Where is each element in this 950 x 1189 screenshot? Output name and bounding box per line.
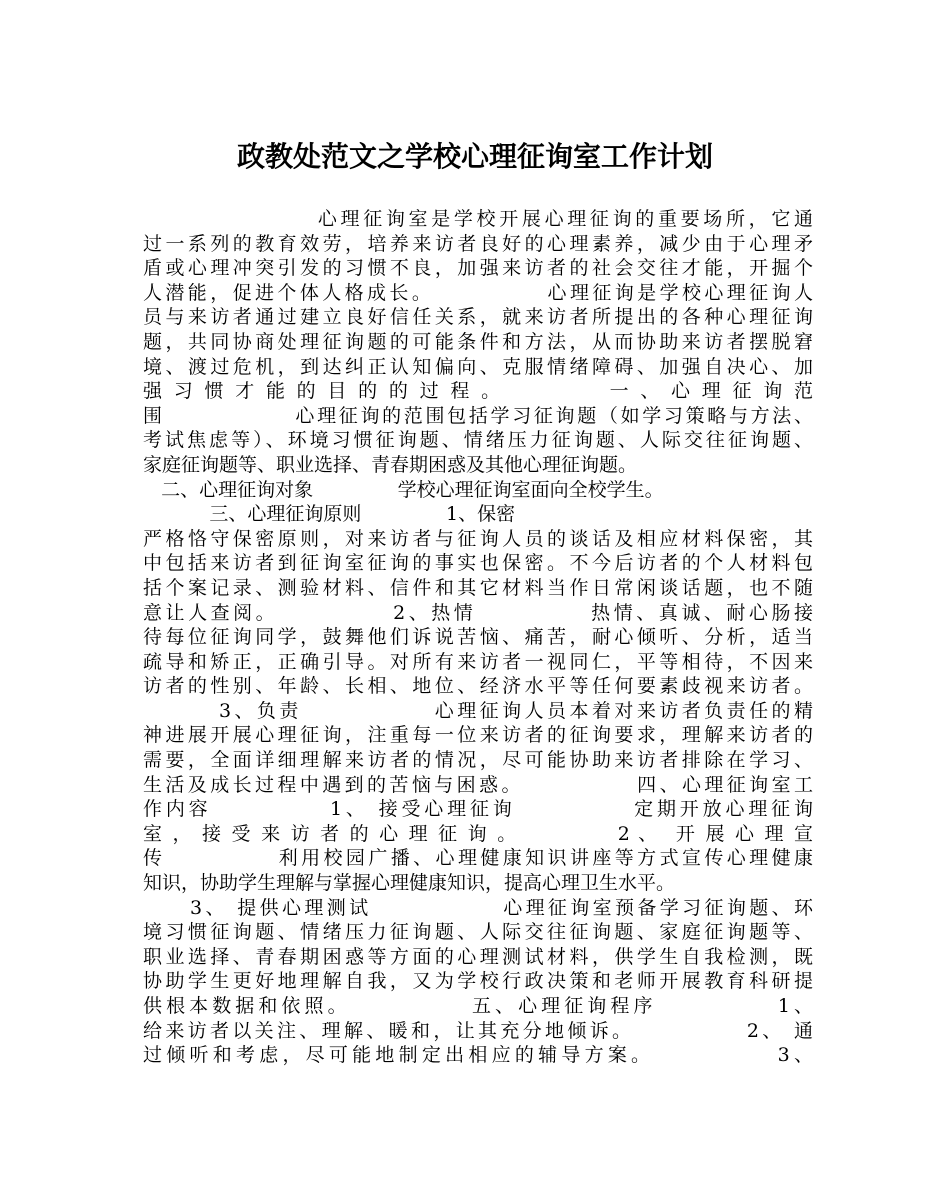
body-text-line: 题，共同协商处理征询题的可能条件和方法，从而协助来访者摆脱窘	[143, 330, 813, 353]
body-text-line: 室 ， 接 受 来 访 者 的 心 理 征 询 。 2 、 开 展 心 理 宣	[143, 822, 813, 845]
body-text-line: 3、负责 心理征询人员本着对来访者负责任的精	[143, 699, 813, 722]
body-text-line: 过倾听和考虑，尽可能地制定出相应的辅导方案。 3、	[143, 1044, 813, 1067]
body-text-line: 神进展开展心理征询，注重每一位来访者的征询要求，理解来访者的	[143, 724, 813, 747]
body-text-line: 传 利用校园广播、心理健康知识讲座等方式宣传心理健康	[143, 847, 813, 870]
document-body	[143, 207, 813, 1068]
body-text-line: 作内容 1、 接受心理征询 定期开放心理征询	[143, 798, 813, 821]
body-text-line: 协助学生更好地理解自我，又为学校行政决策和老师开展教育科研提	[143, 970, 813, 993]
body-text-line: 疏导和矫正，正确引导。对所有来访者一视同仁，平等相待，不因来	[143, 650, 813, 673]
body-text-line: 围 心理征询的范围包括学习征询题（如学习策略与方法、	[143, 404, 813, 427]
body-text-line: 二、心理征询对象 学校心理征询室面向全校学生。	[143, 478, 664, 501]
body-text-line: 家庭征询题等、职业选择、青春期困惑及其他心理征询题。	[143, 453, 638, 476]
body-text-line: 过一系列的教育效劳，培养来访者良好的心理素养，减少由于心理矛	[143, 232, 813, 255]
body-text-line: 职业选择、青春期困惑等方面的心理测试材料，供学生自我检测，既	[143, 945, 813, 968]
body-text-line: 待每位征询同学，鼓舞他们诉说苦恼、痛苦，耐心倾听、分析，适当	[143, 626, 813, 649]
body-text-line: 生活及成长过程中遇到的苦恼与困惑。 四、心理征询室工	[143, 773, 813, 796]
body-text-line: 知识，协助学生理解与掌握心理健康知识，提高心理卫生水平。	[143, 872, 676, 895]
body-text-line: 3、 提供心理测试 心理征询室预备学习征询题、环	[143, 896, 813, 919]
body-text-line: 考试焦虑等）、环境习惯征询题、情绪压力征询题、人际交往征询题、	[143, 429, 813, 452]
body-text-line: 需要，全面详细理解来访者的情况，尽可能协助来访者排除在学习、	[143, 749, 813, 772]
body-text-line: 境、渡过危机，到达纠正认知偏向、克服情绪障碍、加强自决心、加	[143, 355, 813, 378]
body-text-line: 境习惯征询题、情绪压力征询题、人际交往征询题、家庭征询题等、	[143, 921, 813, 944]
body-text-line: 给来访者以关注、理解、暖和，让其充分地倾诉。 2、 通	[143, 1019, 813, 1042]
body-text-line: 意让人查阅。 2、热情 热情、真诚、耐心肠接	[143, 601, 813, 624]
body-text-line: 访者的性别、年龄、长相、地位、经济水平等任何要素歧视来访者。	[143, 675, 813, 698]
body-text-line: 中包括来访者到征询室征询的事实也保密。不今后访者的个人材料包	[143, 552, 813, 575]
body-text-line: 心理征询室是学校开展心理征询的重要场所，它通	[143, 208, 813, 230]
body-text-line: 括个案记录、测验材料、信件和其它材料当作日常闲谈话题，也不随	[143, 576, 813, 599]
body-text-line: 强 习 惯 才 能 的 目 的 的 过 程 。 一 、 心 理 征 询 范	[143, 380, 813, 403]
body-text-line: 供根本数据和依照。 五、心理征询程序 1、	[143, 995, 813, 1017]
body-text-line: 人潜能，促进个体人格成长。 心理征询是学校心理征询人	[143, 281, 813, 304]
body-text-line: 三、心理征询原则 1、保密	[143, 503, 516, 526]
body-text-line: 盾或心理冲突引发的习惯不良，加强来访者的社会交往才能，开掘个	[143, 257, 813, 280]
body-text-line: 严格恪守保密原则，对来访者与征询人员的谈话及相应材料保密，其	[143, 527, 813, 550]
body-text-line: 员与来访者通过建立良好信任关系，就来访者所提出的各种心理征询	[143, 306, 813, 329]
document-title: 政教处范文之学校心理征询室工作计划	[236, 140, 713, 173]
